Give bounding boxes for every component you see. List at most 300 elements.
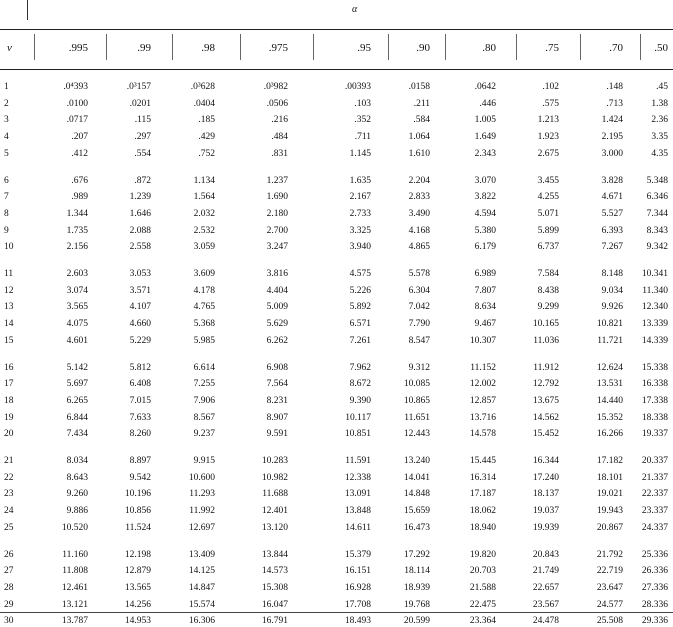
table-cell: 12.002 xyxy=(469,379,496,390)
table-cell: 13.531 xyxy=(596,379,623,390)
row-label: 28 xyxy=(4,582,14,593)
table-cell: 15.445 xyxy=(469,456,496,466)
alpha-header: α xyxy=(352,4,358,15)
table-cell: 1.735 xyxy=(66,225,88,236)
table-cell: 3.000 xyxy=(601,148,623,159)
table-cell: 2.204 xyxy=(408,175,430,186)
column-header: .50 xyxy=(654,42,668,54)
table-cell: 15.574 xyxy=(188,599,215,610)
table-cell: 14.847 xyxy=(188,582,215,593)
table-cell: 13.120 xyxy=(261,522,288,533)
table-cell: 4.575 xyxy=(349,269,371,279)
table-cell: 6.179 xyxy=(474,242,496,253)
table-cell: 8.547 xyxy=(408,335,430,346)
table-cell: 13.091 xyxy=(344,489,371,500)
table-cell: 8.634 xyxy=(474,302,496,313)
table-cell: 22.719 xyxy=(596,566,623,577)
table-cell: 25.336 xyxy=(641,549,668,560)
nu-column-header: ν xyxy=(7,42,12,54)
table-cell: .0⁴393 xyxy=(63,82,88,92)
table-cell: 28.336 xyxy=(641,599,668,610)
row-label: 12 xyxy=(4,285,14,296)
table-cell: 9.237 xyxy=(193,429,215,440)
table-cell: 24.337 xyxy=(641,522,668,533)
table-cell: 12.198 xyxy=(124,549,151,560)
table-cell: .0201 xyxy=(129,98,151,109)
table-cell: .0404 xyxy=(193,98,215,109)
table-cell: 4.601 xyxy=(66,335,88,346)
table-cell: .412 xyxy=(71,148,88,159)
table-cell: 10.165 xyxy=(532,319,559,330)
table-cell: 6.614 xyxy=(193,362,215,373)
table-cell: 18.940 xyxy=(469,522,496,533)
table-cell: 13.675 xyxy=(532,395,559,406)
table-cell: 18.493 xyxy=(344,616,371,627)
table-cell: 1.005 xyxy=(474,115,496,126)
table-cell: 2.733 xyxy=(349,208,371,219)
row-label: 5 xyxy=(4,148,9,159)
table-cell: 8.148 xyxy=(601,269,623,279)
table-cell: 14.611 xyxy=(345,522,371,533)
column-header: .975 xyxy=(268,42,288,54)
table-cell: .0³628 xyxy=(190,82,215,92)
table-cell: 10.865 xyxy=(403,395,430,406)
table-cell: 19.943 xyxy=(596,506,623,517)
table-cell: 1.237 xyxy=(266,175,288,186)
table-bottom-rule xyxy=(0,612,673,613)
table-cell: 9.342 xyxy=(646,242,668,253)
row-label: 29 xyxy=(4,599,14,610)
table-cell: 17.240 xyxy=(532,472,559,483)
table-cell: 3.828 xyxy=(601,175,623,186)
table-cell: .0³157 xyxy=(126,82,151,92)
column-header: .98 xyxy=(201,42,215,54)
table-cell: 12.624 xyxy=(596,362,623,373)
table-cell: 4.075 xyxy=(66,319,88,330)
table-cell: 12.792 xyxy=(532,379,559,390)
table-cell: .00393 xyxy=(344,82,371,92)
table-cell: 16.338 xyxy=(641,379,668,390)
table-cell: 12.338 xyxy=(344,472,371,483)
table-cell: 8.231 xyxy=(266,395,288,406)
table-cell: 27.336 xyxy=(641,582,668,593)
table-cell: 11.721 xyxy=(597,335,623,346)
table-cell: 23.337 xyxy=(641,506,668,517)
table-cell: 1.923 xyxy=(537,132,559,143)
table-cell: 16.791 xyxy=(261,616,288,627)
table-cell: 6.393 xyxy=(601,225,623,236)
table-cell: 8.672 xyxy=(349,379,371,390)
table-cell: .584 xyxy=(413,115,430,126)
table-cell: 2.343 xyxy=(474,148,496,159)
table-cell: 19.820 xyxy=(469,549,496,560)
header-bottom-rule xyxy=(0,69,673,70)
table-cell: .0158 xyxy=(408,82,430,92)
table-cell: 7.790 xyxy=(408,319,430,330)
table-cell: 6.571 xyxy=(349,319,371,330)
table-cell: 11.524 xyxy=(125,522,151,533)
column-header: .95 xyxy=(357,42,371,54)
table-cell: 26.336 xyxy=(641,566,668,577)
table-cell: 10.085 xyxy=(403,379,430,390)
table-cell: 10.600 xyxy=(188,472,215,483)
table-cell: 15.659 xyxy=(403,506,430,517)
table-cell: 3.059 xyxy=(193,242,215,253)
table-cell: 18.101 xyxy=(596,472,623,483)
row-label: 15 xyxy=(4,335,14,346)
table-cell: 5.380 xyxy=(474,225,496,236)
table-cell: 12.401 xyxy=(261,506,288,517)
column-header: .70 xyxy=(609,42,623,54)
table-cell: 7.807 xyxy=(474,285,496,296)
table-cell: 2.180 xyxy=(266,208,288,219)
column-divider xyxy=(313,34,314,60)
table-cell: 21.588 xyxy=(469,582,496,593)
table-cell: 11.293 xyxy=(189,489,215,500)
table-cell: .711 xyxy=(354,132,371,143)
table-cell: 18.338 xyxy=(641,412,668,423)
table-cell: 6.346 xyxy=(646,192,668,203)
table-cell: 2.032 xyxy=(193,208,215,219)
table-cell: 7.434 xyxy=(66,429,88,440)
column-header: .99 xyxy=(137,42,151,54)
table-cell: 21.337 xyxy=(641,472,668,483)
table-cell: 16.266 xyxy=(596,429,623,440)
table-cell: 15.308 xyxy=(261,582,288,593)
table-cell: 9.886 xyxy=(66,506,88,517)
table-cell: .554 xyxy=(134,148,151,159)
table-cell: 24.478 xyxy=(532,616,559,627)
table-cell: 2.603 xyxy=(66,269,88,279)
table-cell: 8.897 xyxy=(129,456,151,466)
table-cell: 9.591 xyxy=(266,429,288,440)
table-cell: 9.542 xyxy=(129,472,151,483)
column-header: .995 xyxy=(68,42,88,54)
table-cell: 1.424 xyxy=(601,115,623,126)
table-cell: 17.708 xyxy=(344,599,371,610)
table-cell: 12.697 xyxy=(188,522,215,533)
table-cell: 17.338 xyxy=(641,395,668,406)
table-cell: .102 xyxy=(542,82,559,92)
table-cell: 2.156 xyxy=(66,242,88,253)
table-cell: 14.125 xyxy=(188,566,215,577)
row-label: 23 xyxy=(4,489,14,500)
table-cell: 10.341 xyxy=(641,269,668,279)
table-cell: 17.182 xyxy=(596,456,623,466)
table-cell: 5.697 xyxy=(66,379,88,390)
table-cell: 8.438 xyxy=(537,285,559,296)
row-label: 27 xyxy=(4,566,14,577)
table-cell: 5.348 xyxy=(646,175,668,186)
table-cell: 5.985 xyxy=(193,335,215,346)
table-cell: 21.749 xyxy=(532,566,559,577)
table-cell: 14.041 xyxy=(403,472,430,483)
table-cell: 1.610 xyxy=(408,148,430,159)
row-label: 4 xyxy=(4,132,9,143)
table-cell: 3.940 xyxy=(349,242,371,253)
table-cell: 1.649 xyxy=(474,132,496,143)
column-header: .90 xyxy=(416,42,430,54)
table-cell: 11.651 xyxy=(404,412,430,423)
table-cell: .0100 xyxy=(66,98,88,109)
row-label: 9 xyxy=(4,225,9,236)
table-cell: 18.062 xyxy=(469,506,496,517)
row-label: 24 xyxy=(4,506,14,517)
table-cell: 18.137 xyxy=(532,489,559,500)
table-cell: 13.240 xyxy=(403,456,430,466)
table-cell: .216 xyxy=(271,115,288,126)
table-cell: 3.571 xyxy=(129,285,151,296)
top-tick-line xyxy=(27,0,28,20)
table-cell: 6.844 xyxy=(66,412,88,423)
table-cell: 14.573 xyxy=(261,566,288,577)
table-cell: 14.440 xyxy=(596,395,623,406)
table-cell: 19.768 xyxy=(403,599,430,610)
table-cell: 14.578 xyxy=(469,429,496,440)
column-header: .80 xyxy=(482,42,496,54)
table-cell: 3.35 xyxy=(651,132,668,143)
table-cell: 4.35 xyxy=(651,148,668,159)
table-cell: 6.408 xyxy=(129,379,151,390)
table-cell: 10.982 xyxy=(261,472,288,483)
table-cell: .989 xyxy=(71,192,88,203)
table-cell: .115 xyxy=(134,115,151,126)
table-cell: 6.989 xyxy=(474,269,496,279)
table-cell: 14.339 xyxy=(641,335,668,346)
table-cell: 22.475 xyxy=(469,599,496,610)
table-cell: 3.325 xyxy=(349,225,371,236)
table-cell: 20.703 xyxy=(469,566,496,577)
table-cell: 8.343 xyxy=(646,225,668,236)
table-cell: 16.151 xyxy=(344,566,371,577)
table-cell: 10.196 xyxy=(124,489,151,500)
table-cell: 9.390 xyxy=(349,395,371,406)
table-cell: .0717 xyxy=(66,115,88,126)
table-cell: 19.021 xyxy=(596,489,623,500)
table-cell: 4.178 xyxy=(193,285,215,296)
table-cell: 2.532 xyxy=(193,225,215,236)
table-cell: 11.808 xyxy=(62,566,88,577)
table-cell: 1.690 xyxy=(266,192,288,203)
row-label: 2 xyxy=(4,98,9,109)
table-cell: 9.299 xyxy=(537,302,559,313)
row-label: 21 xyxy=(4,456,14,466)
table-cell: 9.260 xyxy=(66,489,88,500)
table-cell: 16.314 xyxy=(469,472,496,483)
table-cell: 8.034 xyxy=(66,456,88,466)
table-cell: 18.114 xyxy=(404,566,430,577)
table-cell: 7.962 xyxy=(349,362,371,373)
table-cell: 9.467 xyxy=(474,319,496,330)
table-cell: 5.229 xyxy=(129,335,151,346)
table-cell: .148 xyxy=(606,82,623,92)
table-cell: 11.688 xyxy=(262,489,288,500)
table-cell: 20.843 xyxy=(532,549,559,560)
row-label: 14 xyxy=(4,319,14,330)
table-cell: 4.765 xyxy=(193,302,215,313)
table-cell: 3.074 xyxy=(66,285,88,296)
table-cell: 18.939 xyxy=(403,582,430,593)
table-cell: 17.187 xyxy=(469,489,496,500)
table-cell: .103 xyxy=(354,98,371,109)
table-cell: 7.344 xyxy=(646,208,668,219)
table-cell: .484 xyxy=(271,132,288,143)
table-cell: 3.822 xyxy=(474,192,496,203)
table-cell: 11.036 xyxy=(533,335,559,346)
table-cell: 19.337 xyxy=(641,429,668,440)
table-cell: 13.787 xyxy=(61,616,88,627)
table-cell: 23.364 xyxy=(469,616,496,627)
table-cell: 10.851 xyxy=(344,429,371,440)
table-cell: 13.339 xyxy=(641,319,668,330)
table-cell: 1.646 xyxy=(129,208,151,219)
table-cell: 2.675 xyxy=(537,148,559,159)
row-label: 13 xyxy=(4,302,14,313)
row-label: 1 xyxy=(4,82,9,92)
table-cell: 3.816 xyxy=(266,269,288,279)
table-cell: 10.821 xyxy=(596,319,623,330)
table-cell: 2.195 xyxy=(601,132,623,143)
row-label: 3 xyxy=(4,115,9,126)
table-cell: 4.594 xyxy=(474,208,496,219)
table-cell: 3.609 xyxy=(193,269,215,279)
table-cell: 7.042 xyxy=(408,302,430,313)
table-cell: .0506 xyxy=(266,98,288,109)
table-cell: 4.255 xyxy=(537,192,559,203)
table-cell: 5.812 xyxy=(129,362,151,373)
table-cell: 1.134 xyxy=(193,175,215,186)
table-cell: 7.255 xyxy=(193,379,215,390)
table-cell: 1.145 xyxy=(349,148,371,159)
table-cell: 2.700 xyxy=(266,225,288,236)
table-cell: 22.657 xyxy=(532,582,559,593)
table-cell: .831 xyxy=(271,148,288,159)
table-cell: 23.647 xyxy=(596,582,623,593)
table-cell: 1.064 xyxy=(408,132,430,143)
table-cell: 8.260 xyxy=(129,429,151,440)
row-label: 18 xyxy=(4,395,14,406)
row-label: 6 xyxy=(4,175,9,186)
table-cell: 20.337 xyxy=(641,456,668,466)
table-cell: 5.578 xyxy=(408,269,430,279)
row-label: 26 xyxy=(4,549,14,560)
table-cell: 10.856 xyxy=(124,506,151,517)
row-label: 30 xyxy=(4,616,14,627)
table-cell: 29.336 xyxy=(641,616,668,627)
row-label: 20 xyxy=(4,429,14,440)
column-header: .75 xyxy=(545,42,559,54)
table-cell: 12.443 xyxy=(403,429,430,440)
table-cell: 4.404 xyxy=(266,285,288,296)
table-cell: 11.152 xyxy=(470,362,496,373)
table-cell: 10.520 xyxy=(61,522,88,533)
table-cell: 14.256 xyxy=(124,599,151,610)
table-cell: 5.629 xyxy=(266,319,288,330)
table-cell: .713 xyxy=(606,98,623,109)
table-cell: 5.142 xyxy=(66,362,88,373)
table-cell: 7.906 xyxy=(193,395,215,406)
table-cell: 16.047 xyxy=(261,599,288,610)
table-cell: 7.584 xyxy=(537,269,559,279)
table-cell: .0642 xyxy=(474,82,496,92)
table-cell: .0³982 xyxy=(263,82,288,92)
table-cell: 15.379 xyxy=(344,549,371,560)
row-label: 19 xyxy=(4,412,14,423)
table-cell: .211 xyxy=(413,98,430,109)
table-cell: 16.928 xyxy=(344,582,371,593)
table-cell: 9.312 xyxy=(408,362,430,373)
table-cell: .45 xyxy=(656,82,668,92)
table-cell: 16.306 xyxy=(188,616,215,627)
table-cell: 13.848 xyxy=(344,506,371,517)
table-cell: 1.213 xyxy=(537,115,559,126)
table-cell: .575 xyxy=(542,98,559,109)
table-cell: 5.899 xyxy=(537,225,559,236)
table-cell: 5.368 xyxy=(193,319,215,330)
table-cell: 2.36 xyxy=(651,115,668,126)
table-cell: 9.034 xyxy=(601,285,623,296)
table-cell: 20.599 xyxy=(403,616,430,627)
table-cell: .676 xyxy=(71,175,88,186)
table-cell: .446 xyxy=(479,98,496,109)
table-cell: 11.591 xyxy=(345,456,371,466)
table-cell: 13.409 xyxy=(188,549,215,560)
table-cell: 17.292 xyxy=(403,549,430,560)
table-cell: .429 xyxy=(198,132,215,143)
table-cell: 2.088 xyxy=(129,225,151,236)
table-cell: 14.848 xyxy=(403,489,430,500)
table-cell: 7.015 xyxy=(129,395,151,406)
table-cell: 3.565 xyxy=(66,302,88,313)
table-cell: 15.338 xyxy=(641,362,668,373)
row-label: 10 xyxy=(4,242,14,253)
row-label: 17 xyxy=(4,379,14,390)
table-cell: 10.307 xyxy=(469,335,496,346)
table-cell: 20.867 xyxy=(596,522,623,533)
table-cell: 11.992 xyxy=(189,506,215,517)
table-cell: 13.565 xyxy=(124,582,151,593)
table-cell: 6.262 xyxy=(266,335,288,346)
table-cell: 13.716 xyxy=(469,412,496,423)
table-cell: 5.071 xyxy=(537,208,559,219)
row-label: 22 xyxy=(4,472,14,483)
table-cell: 11.340 xyxy=(642,285,668,296)
table-cell: 3.247 xyxy=(266,242,288,253)
table-cell: 7.261 xyxy=(349,335,371,346)
table-cell: 8.567 xyxy=(193,412,215,423)
row-label: 16 xyxy=(4,362,14,373)
table-cell: 10.283 xyxy=(261,456,288,466)
table-cell: 8.907 xyxy=(266,412,288,423)
table-cell: .207 xyxy=(71,132,88,143)
table-cell: 11.912 xyxy=(533,362,559,373)
table-cell: 14.562 xyxy=(532,412,559,423)
table-cell: 12.857 xyxy=(469,395,496,406)
table-cell: 4.660 xyxy=(129,319,151,330)
table-cell: 1.564 xyxy=(193,192,215,203)
table-cell: 2.833 xyxy=(408,192,430,203)
table-cell: 24.577 xyxy=(596,599,623,610)
table-cell: 6.737 xyxy=(537,242,559,253)
table-cell: 5.527 xyxy=(601,208,623,219)
table-cell: 14.953 xyxy=(124,616,151,627)
table-cell: 1.635 xyxy=(349,175,371,186)
table-cell: 15.452 xyxy=(532,429,559,440)
table-cell: 22.337 xyxy=(641,489,668,500)
table-cell: 25.508 xyxy=(596,616,623,627)
table-cell: 8.643 xyxy=(66,472,88,483)
table-cell: 21.792 xyxy=(596,549,623,560)
